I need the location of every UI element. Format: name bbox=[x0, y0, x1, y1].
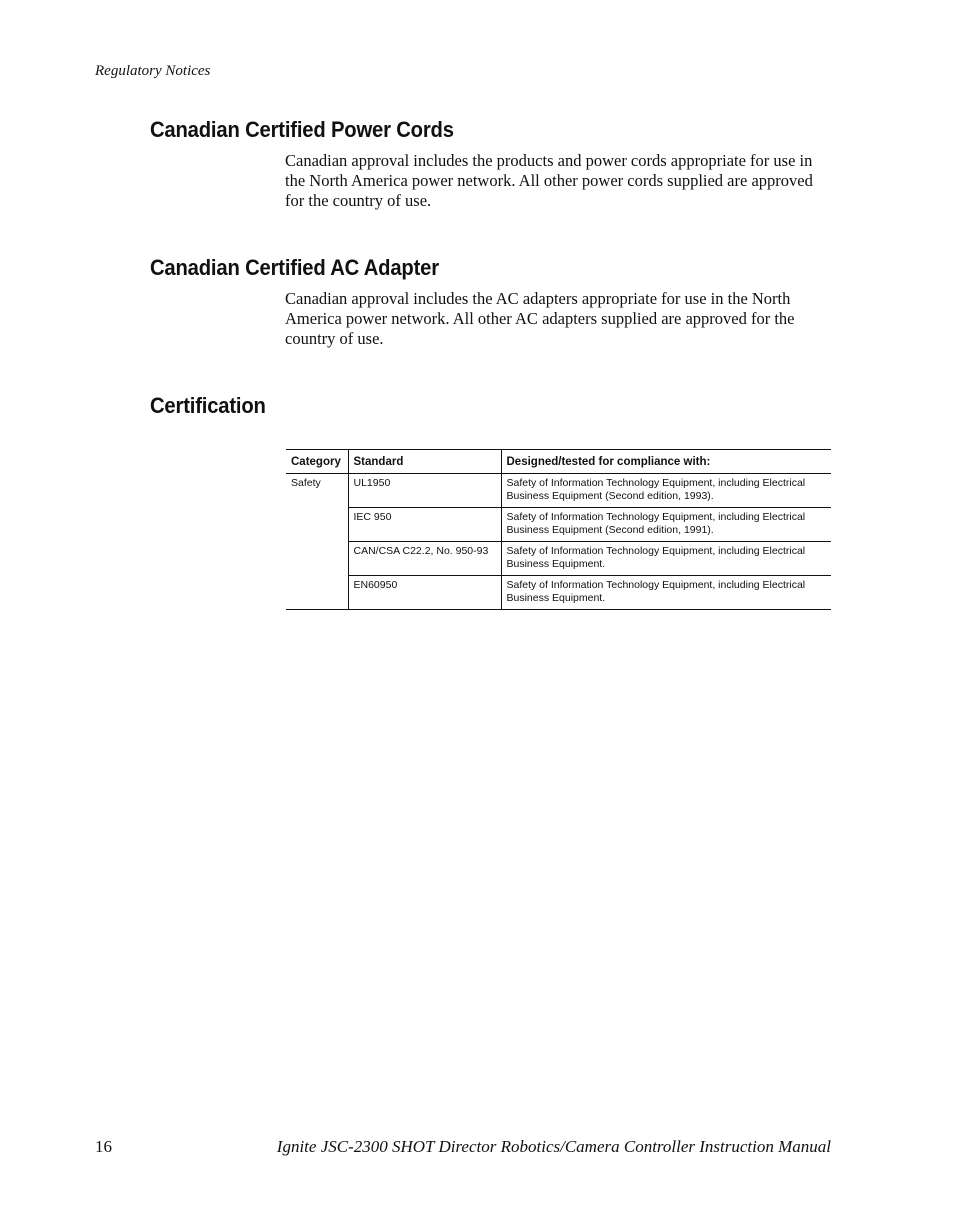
section-body-power-cords: Canadian approval includes the products and power cords appropriate for use in the North America power network. All other power cords supplied are approved for the country of use. bbox=[285, 151, 813, 210]
category-cell: Safety bbox=[286, 474, 348, 610]
header-category: Category bbox=[286, 450, 348, 474]
table-row bbox=[286, 542, 831, 576]
running-head: Regulatory Notices bbox=[95, 63, 211, 79]
standard-cell: CAN/CSA C22.2, No. 950-93 bbox=[348, 542, 501, 576]
standard-cell: IEC 950 bbox=[348, 508, 501, 542]
description-cell: Safety of Information Technology Equipment, including Electrical Business Equipment. bbox=[501, 542, 831, 576]
page-number: 16 bbox=[95, 1137, 112, 1156]
description-cell: Safety of Information Technology Equipment, including Electrical Business Equipment (Second edition, 1993). bbox=[501, 474, 831, 508]
section-body-ac-adapter: Canadian approval includes the AC adapters appropriate for use in the North America power network. All other AC adapters supplied are approved for the country of use. bbox=[285, 289, 795, 348]
table-row bbox=[286, 508, 831, 542]
section-title-certification: Certification bbox=[150, 393, 266, 418]
standard-cell: UL1950 bbox=[348, 474, 501, 508]
certification-table bbox=[286, 449, 831, 610]
section-title-ac-adapter: Canadian Certified AC Adapter bbox=[150, 255, 439, 280]
description-cell: Safety of Information Technology Equipment, including Electrical Business Equipment (Second edition, 1991). bbox=[501, 508, 831, 542]
header-standard: Standard bbox=[348, 450, 501, 474]
header-compliance: Designed/tested for compliance with: bbox=[501, 450, 831, 474]
table-header-row bbox=[286, 450, 831, 474]
description-cell: Safety of Information Technology Equipment, including Electrical Business Equipment. bbox=[501, 576, 831, 610]
standard-cell: EN60950 bbox=[348, 576, 501, 610]
section-title-power-cords: Canadian Certified Power Cords bbox=[150, 117, 454, 142]
manual-title: Ignite JSC-2300 SHOT Director Robotics/Camera Controller Instruction Manual bbox=[276, 1137, 831, 1156]
table-row bbox=[286, 474, 831, 508]
table-row bbox=[286, 576, 831, 610]
